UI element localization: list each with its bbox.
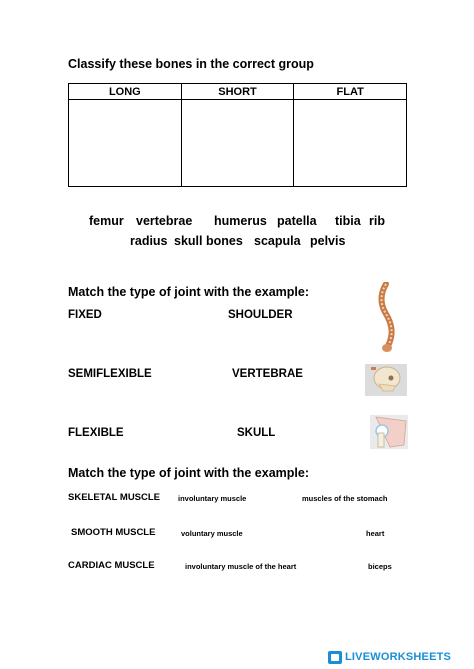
muscles-title: Match the type of joint with the example: (68, 466, 309, 480)
spine-image-icon[interactable] (372, 282, 402, 354)
muscle-smooth[interactable]: SMOOTH MUSCLE (71, 527, 156, 538)
word-patella[interactable]: patella (277, 214, 317, 228)
liveworksheets-icon (328, 651, 342, 664)
muscle-type-involuntary[interactable]: involuntary muscle (178, 494, 247, 503)
word-tibia[interactable]: tibia (335, 214, 361, 228)
word-vertebrae[interactable]: vertebrae (136, 214, 193, 228)
long-drop-cell[interactable] (69, 100, 182, 187)
joint-type-flexible[interactable]: FLEXIBLE (68, 427, 124, 439)
muscle-example-heart[interactable]: heart (366, 529, 385, 538)
liveworksheets-logo (328, 650, 451, 664)
muscle-skeletal[interactable]: SKELETAL MUSCLE (68, 492, 161, 503)
column-header-flat: FLAT (294, 84, 407, 100)
joint-type-fixed[interactable]: FIXED (68, 309, 102, 321)
joint-type-semiflexible[interactable]: SEMIFLEXIBLE (68, 368, 152, 380)
shoulder-image-icon[interactable] (370, 415, 408, 449)
muscle-type-involuntary-heart[interactable]: involuntary muscle of the heart (185, 562, 297, 571)
word-pelvis[interactable]: pelvis (310, 234, 346, 248)
word-scapula[interactable]: scapula (254, 234, 301, 248)
word-humerus[interactable]: humerus (214, 214, 267, 228)
word-skull-bones[interactable]: skull bones (174, 234, 243, 248)
muscle-cardiac[interactable]: CARDIAC MUSCLE (68, 560, 155, 571)
muscle-example-biceps[interactable]: biceps (368, 562, 392, 571)
word-radius[interactable]: radius (130, 234, 168, 248)
joints-title: Match the type of joint with the example: (68, 285, 309, 299)
muscle-type-voluntary[interactable]: voluntary muscle (181, 529, 243, 538)
column-header-long: LONG (69, 84, 182, 100)
liveworksheets-brand: LIVEWORKSHEETS (345, 651, 452, 663)
skull-image-icon[interactable] (365, 364, 407, 396)
column-header-short: SHORT (181, 84, 294, 100)
word-rib[interactable]: rib (369, 214, 385, 228)
flat-drop-cell[interactable] (294, 100, 407, 187)
muscle-example-stomach[interactable]: muscles of the stomach (302, 494, 388, 503)
word-femur[interactable]: femur (89, 214, 124, 228)
joint-example-skull[interactable]: SKULL (237, 427, 276, 439)
joint-example-shoulder[interactable]: SHOULDER (228, 309, 293, 321)
classify-title: Classify these bones in the correct group (68, 57, 314, 71)
joint-example-vertebrae[interactable]: VERTEBRAE (232, 368, 303, 380)
bones-classification-table (68, 83, 407, 187)
short-drop-cell[interactable] (181, 100, 294, 187)
